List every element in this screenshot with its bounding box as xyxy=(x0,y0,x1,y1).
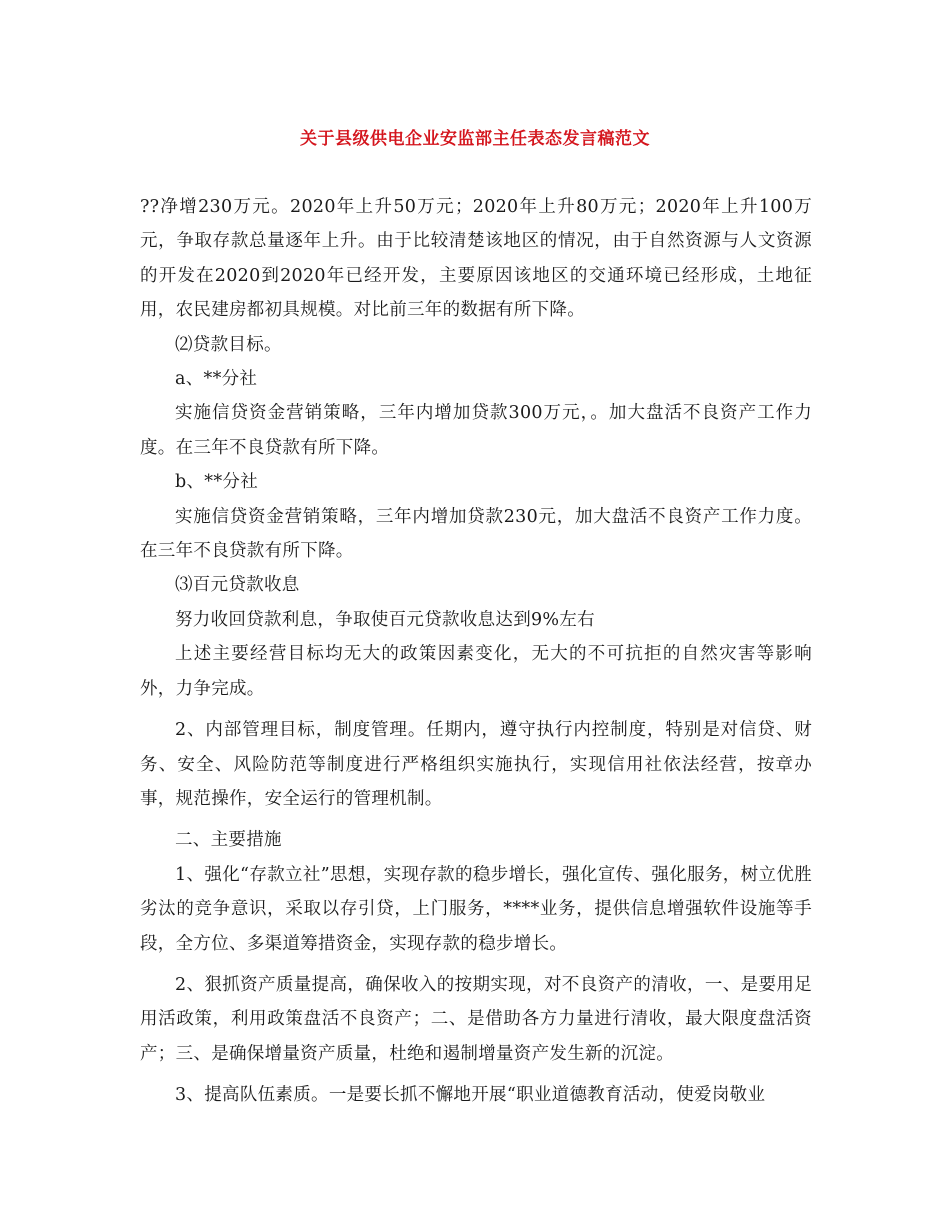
document-title: 关于县级供电企业安监部主任表态发言稿范文 xyxy=(300,129,650,149)
paragraph-measure-2: 2、狠抓资产质量提高，确保收入的按期实现，对不良资产的清收，一、是要用足用活政策，利用政策盘活不良资产；二、是借助各方力量进行清收，最大限度盘活资产；三、是确保增量资产质量，杜绝和遏制增量资产发生新的沉淀。 xyxy=(140,974,812,1064)
paragraph-measure-1: 1、强化“存款立社”思想，实现存款的稳步增长，强化宣传、强化服务，树立优胜劣汰的竞争意识，采取以存引贷，上门服务，****业务，提供信息增强软件设施等手段，全方位、多渠道筹措资金，实现存款的稳步增长。 xyxy=(140,864,812,954)
paragraph-internal-management: 2、内部管理目标，制度管理。任期内，遵守执行内控制度，特别是对信贷、财务、安全、风险防范等制度进行严格组织实施执行，实现信用社依法经营，按章办事，规范操作，安全运行的管理机制。 xyxy=(140,720,812,809)
paragraph-branch-a-heading: a、**分社 xyxy=(175,369,258,390)
paragraph-interest-target: 努力收回贷款利息，争取使百元贷款收息达到9%左右 xyxy=(175,609,595,630)
paragraph-deposit-growth: ??净增230万元。2020年上升50万元；2020年上升80万元；2020年上升100万元，争取存款总量逐年上升。由于比较清楚该地区的情况，由于自然资源与人文资源的开发在2020到2020年已经开发，主要原因该地区的交通环境已经形成，土地征用，农民建房都初具规模。对比前三年的数据有所下降。 xyxy=(140,197,812,321)
paragraph-branch-b-heading: b、**分社 xyxy=(175,472,259,493)
document-body xyxy=(140,190,812,1113)
paragraph-branch-a-plan: 实施信贷资金营销策略，三年内增加贷款300万元，。加大盘活不良资产工作力度。在三年不良贷款有所下降。 xyxy=(140,403,812,458)
paragraph-loan-target-heading: ⑵贷款目标。 xyxy=(175,334,282,355)
paragraph-branch-b-plan: 实施信贷资金营销策略，三年内增加贷款230元，加大盘活不良资产工作力度。在三年不良贷款有所下降。 xyxy=(140,506,812,562)
paragraph-measure-3: 3、提高队伍素质。一是要长抓不懈地开展“职业道德教育活动，使爱岗敬业 xyxy=(175,1085,766,1106)
paragraph-interest-heading: ⑶百元贷款收息 xyxy=(175,575,300,596)
paragraph-conditions: 上述主要经营目标均无大的政策因素变化，无大的不可抗拒的自然灾害等影响外，力争完成。 xyxy=(140,644,812,699)
section-heading-main-measures: 二、主要措施 xyxy=(175,830,282,851)
